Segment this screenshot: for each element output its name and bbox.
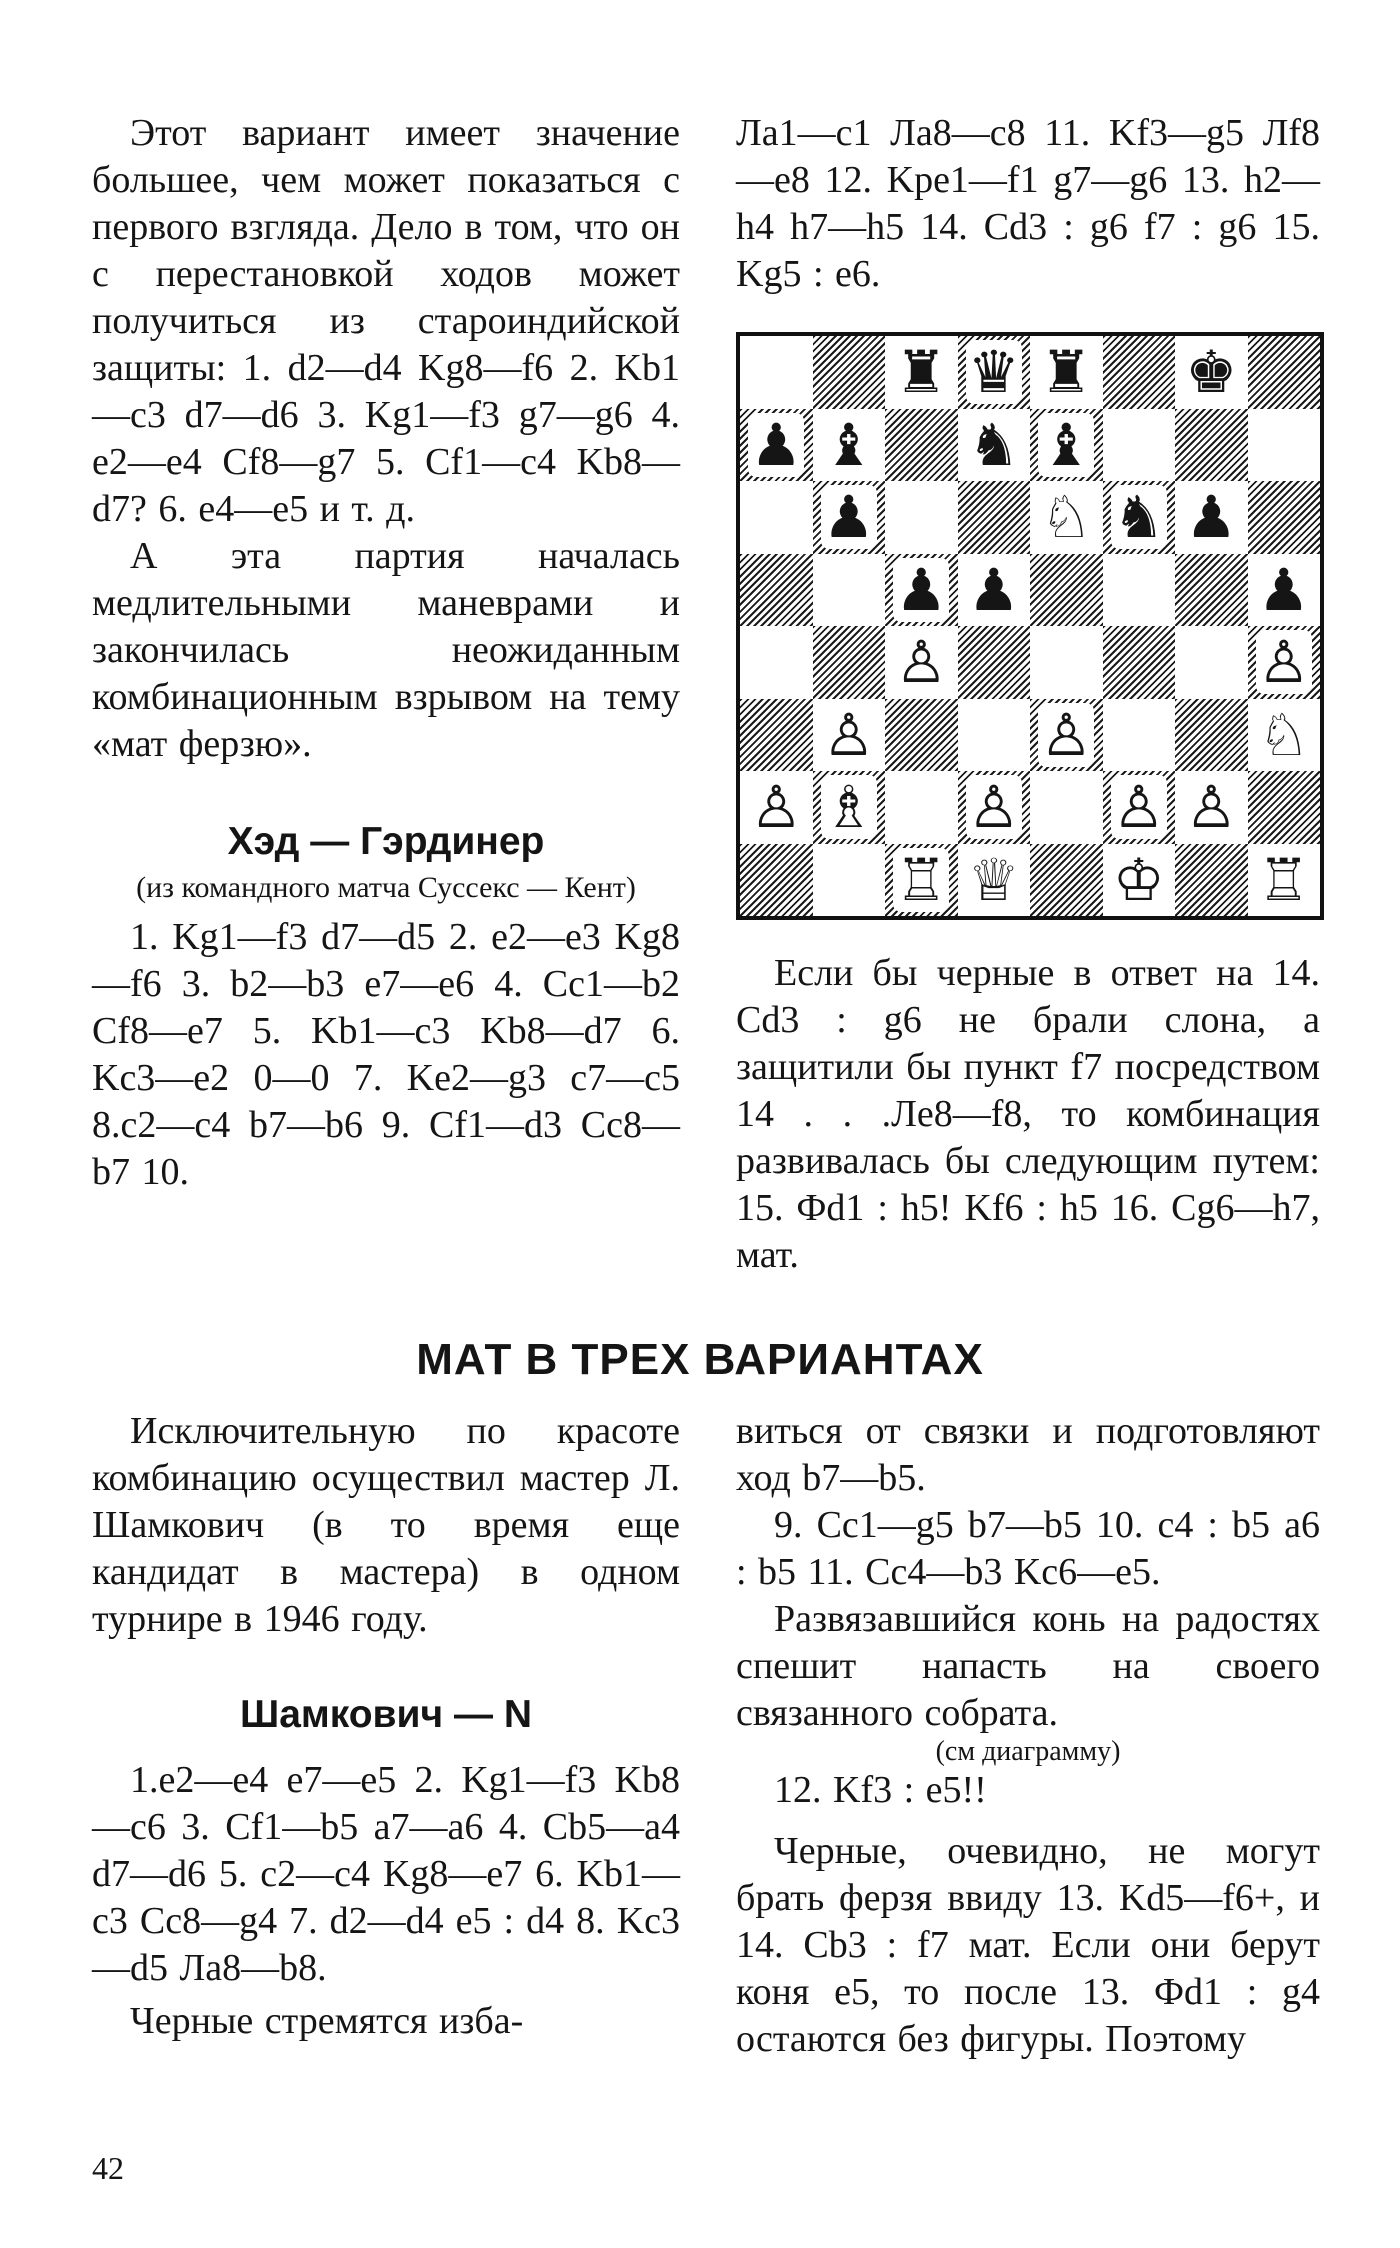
chess-piece-b6: ♟ [822, 483, 875, 552]
chess-piece-e3: ♙ [1040, 700, 1093, 769]
dark-square [740, 844, 813, 917]
dark-square [958, 481, 1031, 554]
chess-piece-d8: ♛ [967, 338, 1020, 407]
chess-piece-f2: ♙ [1112, 773, 1165, 842]
paragraph: Этот вариант имеет значение большее, чем может показаться с первого взгляда. Дело в том, что он с перестановкой ходов может получиться из староиндийской защиты: 1. d2—d4 Kg8—f6 2. Kb1—c3 d7—d6 3. Kg1—f3 g7—g6 4. e2—e4 Cf8—g7 5. Cf1—c4 Kb8—d7? 6. e4—e5 и т. д. [92, 112, 680, 530]
left-column-top [92, 110, 680, 1196]
chess-piece-a7: ♟ [750, 410, 803, 479]
light-square [1030, 626, 1103, 699]
right-column-top [736, 110, 1320, 298]
light-square [885, 481, 958, 554]
dark-square [1030, 844, 1103, 917]
light-square [1103, 409, 1176, 482]
right-column-bottom [736, 1408, 1320, 2063]
light-square [1103, 699, 1176, 772]
chess-piece-c8: ♜ [895, 338, 948, 407]
paragraph: Если бы черные в ответ на 14. Cd3 : g6 не брали слона, а защитили бы пункт f7 посредством 14 . . .Лe8—f8, то комбинация развивалась бы следующим путем: 15. Фd1 : h5! Kf6 : h5 16. Cg6—h7, мат. [736, 952, 1320, 1276]
chess-piece-d7: ♞ [967, 410, 1020, 479]
light-square [740, 626, 813, 699]
paragraph: Развязавшийся конь на радостях спешит напасть на своего связанного собрата. [736, 1598, 1320, 1734]
chess-piece-d2: ♙ [967, 773, 1020, 842]
paragraph: виться от связки и подготовляют ход b7—b5. [736, 1410, 1320, 1499]
dark-square [885, 409, 958, 482]
paragraph: 1.e2—e4 e7—e5 2. Kg1—f3 Kb8—c6 3. Cf1—b5 a7—a6 4. Cb5—a4 d7—d6 5. c2—c4 Kg8—e7 6. Kb1—c3 Cc8—g4 7. d2—d4 e5 : d4 8. Kc3—d5 Лa8—b8. [92, 1759, 680, 1989]
dark-square [813, 626, 886, 699]
chess-piece-h1: ♖ [1257, 845, 1310, 914]
light-square [1175, 626, 1248, 699]
dark-square [1103, 336, 1176, 409]
chess-piece-h4: ♙ [1257, 628, 1310, 697]
game-heading: Хэд — Гэрдинер [227, 820, 545, 863]
dark-square [885, 699, 958, 772]
dark-square [1175, 409, 1248, 482]
dark-square [740, 699, 813, 772]
chess-piece-h3: ♘ [1257, 700, 1310, 769]
dark-square [1175, 699, 1248, 772]
light-square [958, 699, 1031, 772]
light-square [885, 771, 958, 844]
light-square [1103, 554, 1176, 627]
paragraph: А эта партия началась медлительными маневрами и закончилась неожиданным комбинационным взрывом на тему «мат ферзю». [92, 535, 680, 765]
light-square [1030, 771, 1103, 844]
section-title: МАТ В ТРЕХ ВАРИАНТАХ [416, 1335, 984, 1384]
left-column-bottom [92, 1408, 680, 2045]
chess-piece-f6: ♞ [1112, 483, 1165, 552]
paragraph: 1. Kg1—f3 d7—d5 2. e2—e3 Kg8—f6 3. b2—b3 e7—e6 4. Cc1—b2 Cf8—e7 5. Kb1—c3 Kb8—d7 6. Kc3—e2 0—0 7. Ke2—g3 c7—c5 8.c2—c4 b7—b6 9. Cf1—d3 Cc8—b7 10. [92, 916, 680, 1193]
chess-piece-b2: ♗ [822, 773, 875, 842]
chess-piece-b7: ♝ [822, 410, 875, 479]
chess-piece-c4: ♙ [895, 628, 948, 697]
dark-square [958, 626, 1031, 699]
diagram-note: (см диаграмму) [935, 1736, 1121, 1767]
paragraph: 12. Kf3 : e5!! [774, 1769, 987, 1811]
light-square [740, 481, 813, 554]
paragraph: 9. Cc1—g5 b7—b5 10. c4 : b5 a6 : b5 11. Cc4—b3 Kc6—e5. [736, 1504, 1320, 1593]
chess-piece-e8: ♜ [1040, 338, 1093, 407]
dark-square [1248, 481, 1321, 554]
game-heading: Шамкович — N [240, 1693, 532, 1736]
dark-square [1175, 844, 1248, 917]
chess-piece-c5: ♟ [895, 555, 948, 624]
chess-piece-c1: ♖ [895, 845, 948, 914]
chess-piece-g2: ♙ [1185, 773, 1238, 842]
chess-piece-d5: ♟ [967, 555, 1020, 624]
chess-piece-g8: ♚ [1185, 338, 1238, 407]
page-number: 42 [92, 2150, 124, 2186]
chess-piece-g6: ♟ [1185, 483, 1238, 552]
dark-square [1175, 554, 1248, 627]
paragraph: Исключительную по красоте комбинацию осуществил мастер Л. Шамкович (в то время еще кандидат в мастера) в одном турнире в 1946 году. [92, 1410, 680, 1640]
game-source: (из командного матча Суссекс — Кент) [136, 871, 636, 904]
light-square [740, 336, 813, 409]
dark-square [1030, 554, 1103, 627]
chess-piece-e7: ♝ [1040, 410, 1093, 479]
paragraph: Черные, очевидно, не могут брать ферзя ввиду 13. Kd5—f6+, и 14. Cb3 : f7 мат. Если они берут коня e5, то после 13. Фd1 : g4 остаются без фигуры. Поэтому [736, 1830, 1320, 2060]
chess-piece-d1: ♕ [967, 845, 1020, 914]
light-square [1248, 409, 1321, 482]
dark-square [1103, 626, 1176, 699]
chess-piece-f1: ♔ [1112, 845, 1165, 914]
chess-piece-h5: ♟ [1257, 555, 1310, 624]
chess-diagram [736, 332, 1324, 920]
chess-piece-a2: ♙ [750, 773, 803, 842]
right-column-middle [736, 950, 1320, 1279]
chess-piece-e6: ♘ [1040, 483, 1093, 552]
light-square [813, 554, 886, 627]
dark-square [1248, 771, 1321, 844]
paragraph: Лa1—c1 Лa8—c8 11. Kf3—g5 Лf8—e8 12. Kpe1—f1 g7—g6 13. h2—h4 h7—h5 14. Cd3 : g6 f7 : g6 15. Kg5 : e6. [736, 112, 1320, 295]
dark-square [813, 336, 886, 409]
chess-piece-b3: ♙ [822, 700, 875, 769]
dark-square [1248, 336, 1321, 409]
paragraph: Черные стремятся изба- [130, 2000, 524, 2042]
dark-square [740, 554, 813, 627]
light-square [813, 844, 886, 917]
